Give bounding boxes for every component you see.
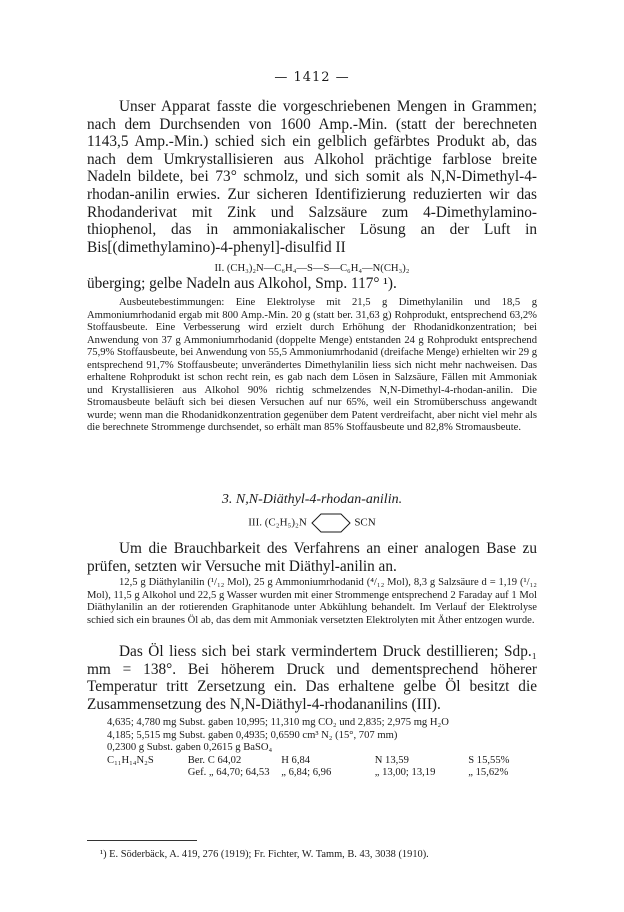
- analysis-line-2: 4,185; 5,515 mg Subst. gaben 0,4935; 0,6590 cm³ N₂ (15°, 707 mm): [107, 729, 398, 741]
- formula-iii-left: III. (C₂H₅)₂N: [248, 516, 307, 529]
- formula-iii: [0, 512, 624, 534]
- paragraph-2-text: überging; gelbe Nadeln aus Alkohol, Smp. 117° ¹).: [87, 275, 397, 292]
- analysis-ber-s: S 15,55%: [468, 754, 510, 766]
- experiment-note-text: 12,5 g Diäthylanilin (¹/₁₂ Mol), 25 g Ammoniumrhodanid (⁴/₁₂ Mol), 8,3 g Salzsäure d = 1,19 (¹/₁₂ Mol), 11,5 g Alkohol und 22,5 g Wasser wurden mit einer Strommenge entsprechend 2 Faraday auf 1 Mol Diäthylanilin an der rotierenden Graphitanode unter Abkühlung behandelt. Im Verlauf der Elektrolyse schied sich ein braunes Öl ab, das dem mit Ammoniak versetzten Elektrolyten mit Äther entzogen wurde.: [87, 577, 537, 626]
- paragraph-2: [87, 275, 537, 293]
- analysis-found-row: [107, 767, 547, 780]
- yield-determination-note: [87, 297, 537, 435]
- analysis-gef-h: „ 6,84; 6,96: [281, 767, 332, 779]
- paragraph-4-text: Das Öl liess sich bei stark vermindertem Druck destillieren; Sdp.₁ mm = 138°. Bei höherem Druck und dementsprechend höherer Temperatur tritt Zersetzung ein. Das erhaltene gelbe Öl besitzt die Zusammensetzung des N,N-Diäthyl-4-rhodananilins (III).: [87, 643, 537, 713]
- analysis-ber-c: Ber. C 64,02: [187, 754, 242, 766]
- analysis-calculated-row: [107, 755, 547, 768]
- section-heading-3: 3. N,N-Diäthyl-4-rhodan-anilin.: [221, 492, 403, 507]
- experiment-note: [87, 577, 537, 627]
- footnote-divider: [87, 840, 197, 841]
- analysis-line-3: 0,2300 g Subst. gaben 0,2615 g BaSO₄: [107, 742, 273, 754]
- paragraph-3-text: Um die Brauchbarkeit des Verfahrens an einer analogen Base zu prüfen, setzten wir Versuche mit Diäthyl-anilin an.: [87, 540, 537, 575]
- yield-determination-text: Ausbeutebestimmungen: Eine Elektrolyse mit 21,5 g Dimethylanilin und 18,5 g Ammoniumrhodanid ergab mit 800 Amp.-Min. 20 g (statt ber. 31,63 g) Rohprodukt, entsprechend 63,2% Stoffausbeute. Eine Verbesserung wird erzielt durch Erhöhung der Rhodanidkonzentration; bei Anwendung von 37 g Ammoniumrhodanid (doppelte Menge) entstanden 24 g Rohprodukt entsprechend 75,9% Stoffausbeute, bei Anwendung von 55,5 Ammoniumrhodanid (dreifache Menge) erhielten wir 29 g entsprechend 91,7% Stoffausbeute; unverändertes Dimethylanilin liess sich nicht mehr nachweisen. Das erhaltene Rohprodukt ist schon recht rein, es gab nach dem Lösen in Salzsäure, Fällen mit Ammoniak und Krystallisieren aus Alkohol 90% richtig schmelzendes N,N-Dimethyl-4-rhodan-anilin. Die Stromausbeute beläuft sich bei diesen Versuchen auf nur 65%, weil ein Stromüberschuss angewandt wurde; wenn man die Rhodanidkonzentration gegenüber dem Patent verdreifacht, aber nicht viel mehr als die berechnete Strommenge durchsendet, so erhält man 85% Stoffausbeute und 82,8% Stromausbeute.: [87, 297, 537, 433]
- analysis-ber-n: N 13,59: [374, 754, 409, 766]
- elemental-analysis: [107, 717, 547, 780]
- page-number: — 1412 —: [274, 70, 350, 85]
- analysis-gef-s: „ 15,62%: [468, 767, 509, 779]
- paragraph-4: [87, 643, 537, 713]
- analysis-gef-c: Gef. „ 64,70; 64,53: [187, 767, 270, 779]
- footnote: ¹) E. Söderbäck, A. 419, 276 (1919); Fr. Fichter, W. Tamm, B. 43, 3038 (1910).: [100, 849, 429, 860]
- analysis-formula: C₁₁H₁₄N₂S: [107, 754, 154, 766]
- paragraph-1-text: Unser Apparat fasste die vorgeschriebenen Mengen in Grammen; nach dem Durchsenden von 1600 Amp.-Min. (statt der berechneten 1143,5 Amp.-Min.) schied sich ein gelblich gefärbtes Produkt ab, das nach dem Umkrystallisieren aus Alkohol prächtige farblose breite Nadeln bildete, bei 73° schmolz, und sich somit als N,N-Dimethyl-4-rhodan-anilin erwies. Zur sicheren Identifizierung reduzierten wir das Rhodanderivat mit Zink und Salzsäure zum 4-Dimethylamino-thiophenol, das in ammoniakalischer Lösung an der Luft in Bis[(dimethylamino)-4-phenyl]-disulfid II: [87, 98, 537, 256]
- analysis-line-1: 4,635; 4,780 mg Subst. gaben 10,995; 11,310 mg CO₂ und 2,835; 2,975 mg H₂O: [107, 717, 449, 728]
- benzene-ring-icon: [310, 512, 352, 534]
- formula-ii: II. (CH₃)₂N—C₆H₄—S—S—C₆H₄—N(CH₃)₂: [214, 263, 410, 274]
- paragraph-1: [87, 98, 537, 256]
- analysis-gef-n: „ 13,00; 13,19: [374, 767, 436, 779]
- paragraph-3: [87, 540, 537, 575]
- analysis-ber-h: H 6,84: [281, 754, 311, 766]
- formula-iii-right: SCN: [354, 516, 376, 529]
